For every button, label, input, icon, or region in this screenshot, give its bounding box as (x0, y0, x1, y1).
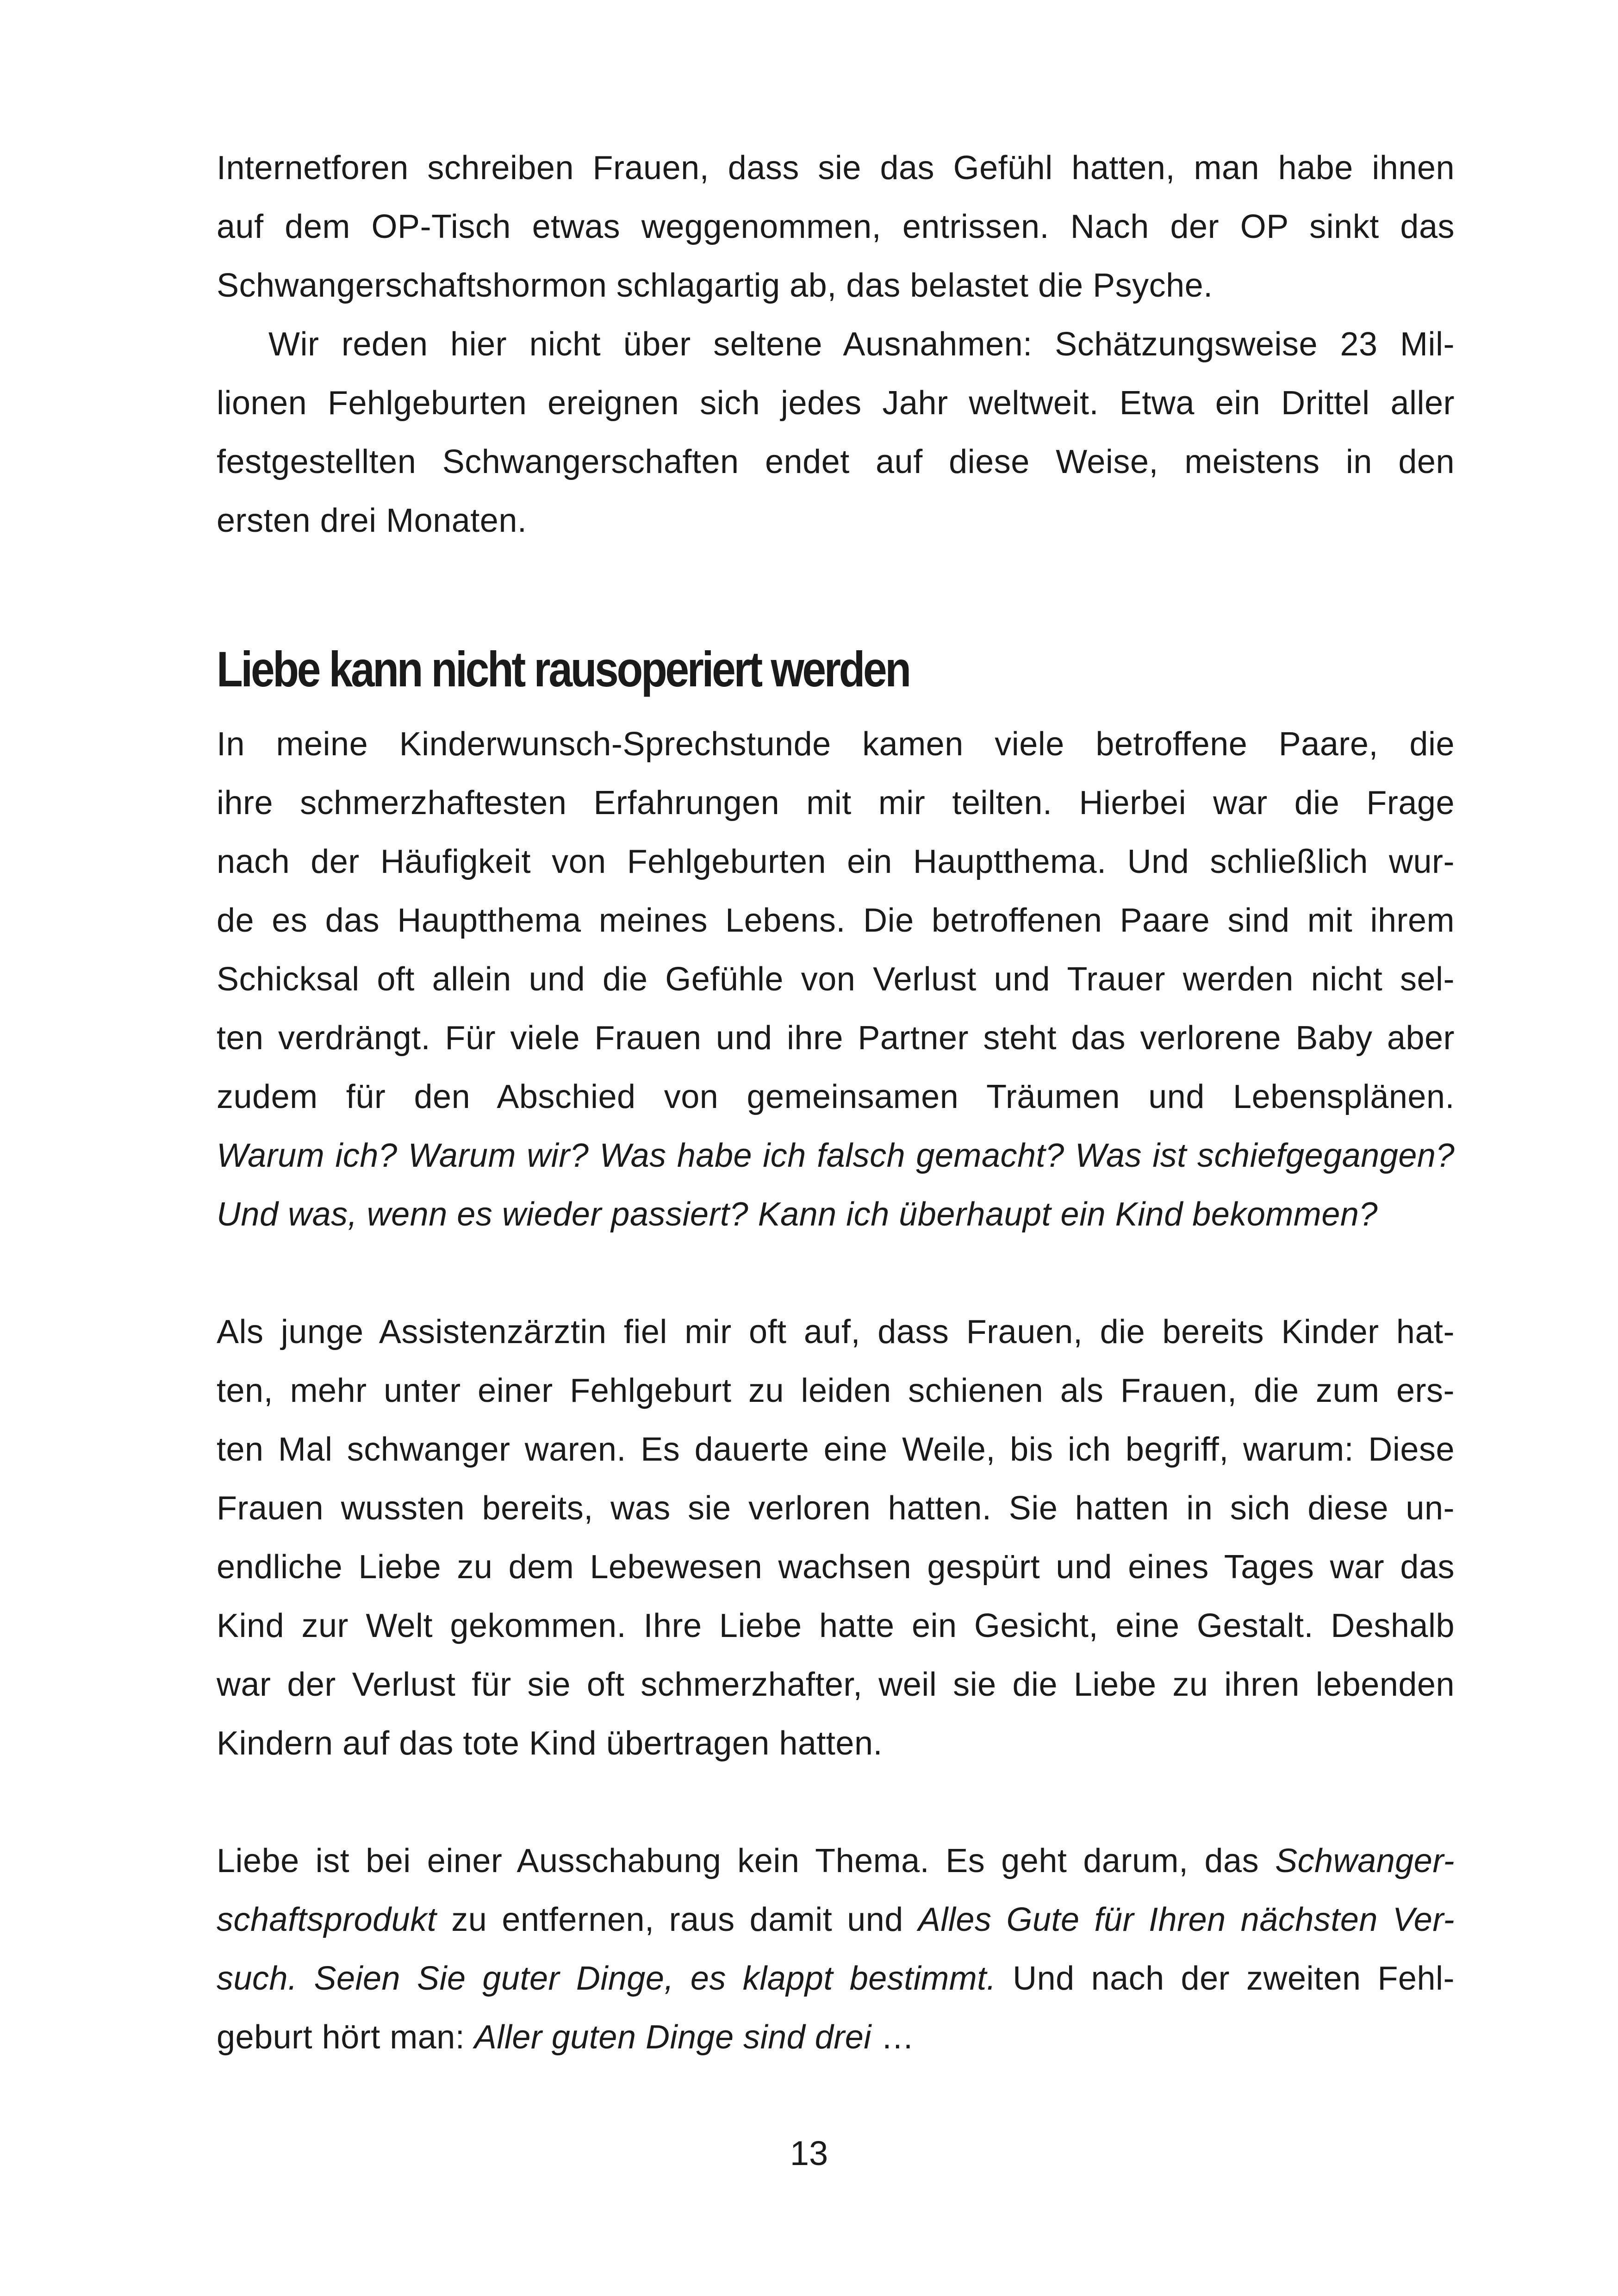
text-segment: Und nach der zweiten Fehl- (996, 1960, 1455, 1997)
text-line: Kindern auf das tote Kind übertragen hatten. (217, 1725, 883, 1762)
section-heading: Liebe kann nicht rausoperiert werden (217, 641, 909, 697)
italic-segment: Schwanger- (1275, 1842, 1455, 1879)
text-line: Als junge Assistenzärztin fiel mir oft auf, dass Frauen, die bereits Kinder hat- (217, 1313, 1455, 1350)
text-line: Frauen wussten bereits, was sie verloren hatten. Sie hatten in sich diese un- (217, 1490, 1455, 1527)
text-line: de es das Hauptthema meines Lebens. Die betroffenen Paare sind mit ihrem (217, 902, 1455, 939)
section-paragraph-3 (217, 1832, 1455, 2067)
intro-paragraph (217, 139, 1455, 315)
text-segment: geburt hört man: (217, 2019, 474, 2056)
text-line: nach der Häufigkeit von Fehlgeburten ein Hauptthema. Und schließlich wur- (217, 843, 1455, 880)
stats-paragraph (217, 315, 1455, 550)
text-line (217, 1126, 1455, 1185)
page-number: 13 (790, 2134, 828, 2172)
text-line (217, 1891, 1455, 1949)
text-line: ten verdrängt. Für viele Frauen und ihre Partner steht das verlorene Baby aber (217, 1020, 1455, 1057)
text-line: ten, mehr unter einer Fehlgeburt zu leiden schienen als Frauen, die zum ers- (217, 1372, 1455, 1409)
text-line: zudem für den Abschied von gemeinsamen Träumen und Lebensplänen. (217, 1078, 1455, 1115)
italic-question-line: Warum ich? Warum wir? Was habe ich falsch gemacht? Was ist schiefgegangen? (217, 1137, 1455, 1174)
text-segment: Liebe ist bei einer Ausschabung kein Thema. Es geht darum, das (217, 1842, 1276, 1879)
italic-question-line: Und was, wenn es wieder passiert? Kann ich überhaupt ein Kind bekommen? (217, 1196, 1378, 1233)
text-line (217, 1832, 1455, 1891)
text-line: festgestellten Schwangerschaften endet auf diese Weise, meistens in den (217, 443, 1455, 480)
section-paragraph-2 (217, 1303, 1455, 1773)
text-line (217, 1949, 1455, 2008)
italic-segment: Aller guten Dinge sind drei (474, 2019, 871, 2056)
text-line: auf dem OP-Tisch etwas weggenommen, entrissen. Nach der OP sinkt das (217, 208, 1455, 245)
text-line (217, 2008, 1455, 2067)
text-segment: zu entfernen, raus damit und (436, 1901, 918, 1938)
text-line: ersten drei Monaten. (217, 502, 527, 539)
text-segment: … (871, 2019, 915, 2056)
text-line: Schicksal oft allein und die Gefühle von Verlust und Trauer werden nicht sel- (217, 961, 1455, 998)
text-line (217, 1185, 1455, 1244)
italic-segment: Alles Gute für Ihren nächsten Ver- (918, 1901, 1455, 1938)
text-line: ihre schmerzhaftesten Erfahrungen mit mir teilten. Hierbei war die Frage (217, 784, 1455, 821)
text-line: In meine Kinderwunsch-Sprechstunde kamen viele betroffene Paare, die (217, 726, 1455, 763)
text-line: Kind zur Welt gekommen. Ihre Liebe hatte ein Gesicht, eine Gestalt. Deshalb (217, 1607, 1455, 1644)
text-line: lionen Fehlgeburten ereignen sich jedes Jahr weltweit. Etwa ein Drittel aller (217, 385, 1455, 422)
text-line: Schwangerschaftshormon schlagartig ab, das belastet die Psyche. (217, 267, 1213, 304)
page-body (217, 139, 1455, 2067)
italic-segment: schaftsprodukt (217, 1901, 437, 1938)
text-line: Wir reden hier nicht über seltene Ausnahmen: Schätzungsweise 23 Mil- (268, 326, 1455, 363)
italic-segment: such. Seien Sie guter Dinge, es klappt bestimmt. (217, 1960, 996, 1997)
section-paragraph-1 (217, 715, 1455, 1244)
text-line: ten Mal schwanger waren. Es dauerte eine Weile, bis ich begriff, warum: Diese (217, 1431, 1455, 1468)
text-line: war der Verlust für sie oft schmerzhafter, weil sie die Liebe zu ihren lebenden (217, 1666, 1455, 1703)
text-line: endliche Liebe zu dem Lebewesen wachsen gespürt und eines Tages war das (217, 1549, 1455, 1586)
text-line: Internetforen schreiben Frauen, dass sie das Gefühl hatten, man habe ihnen (217, 149, 1455, 187)
